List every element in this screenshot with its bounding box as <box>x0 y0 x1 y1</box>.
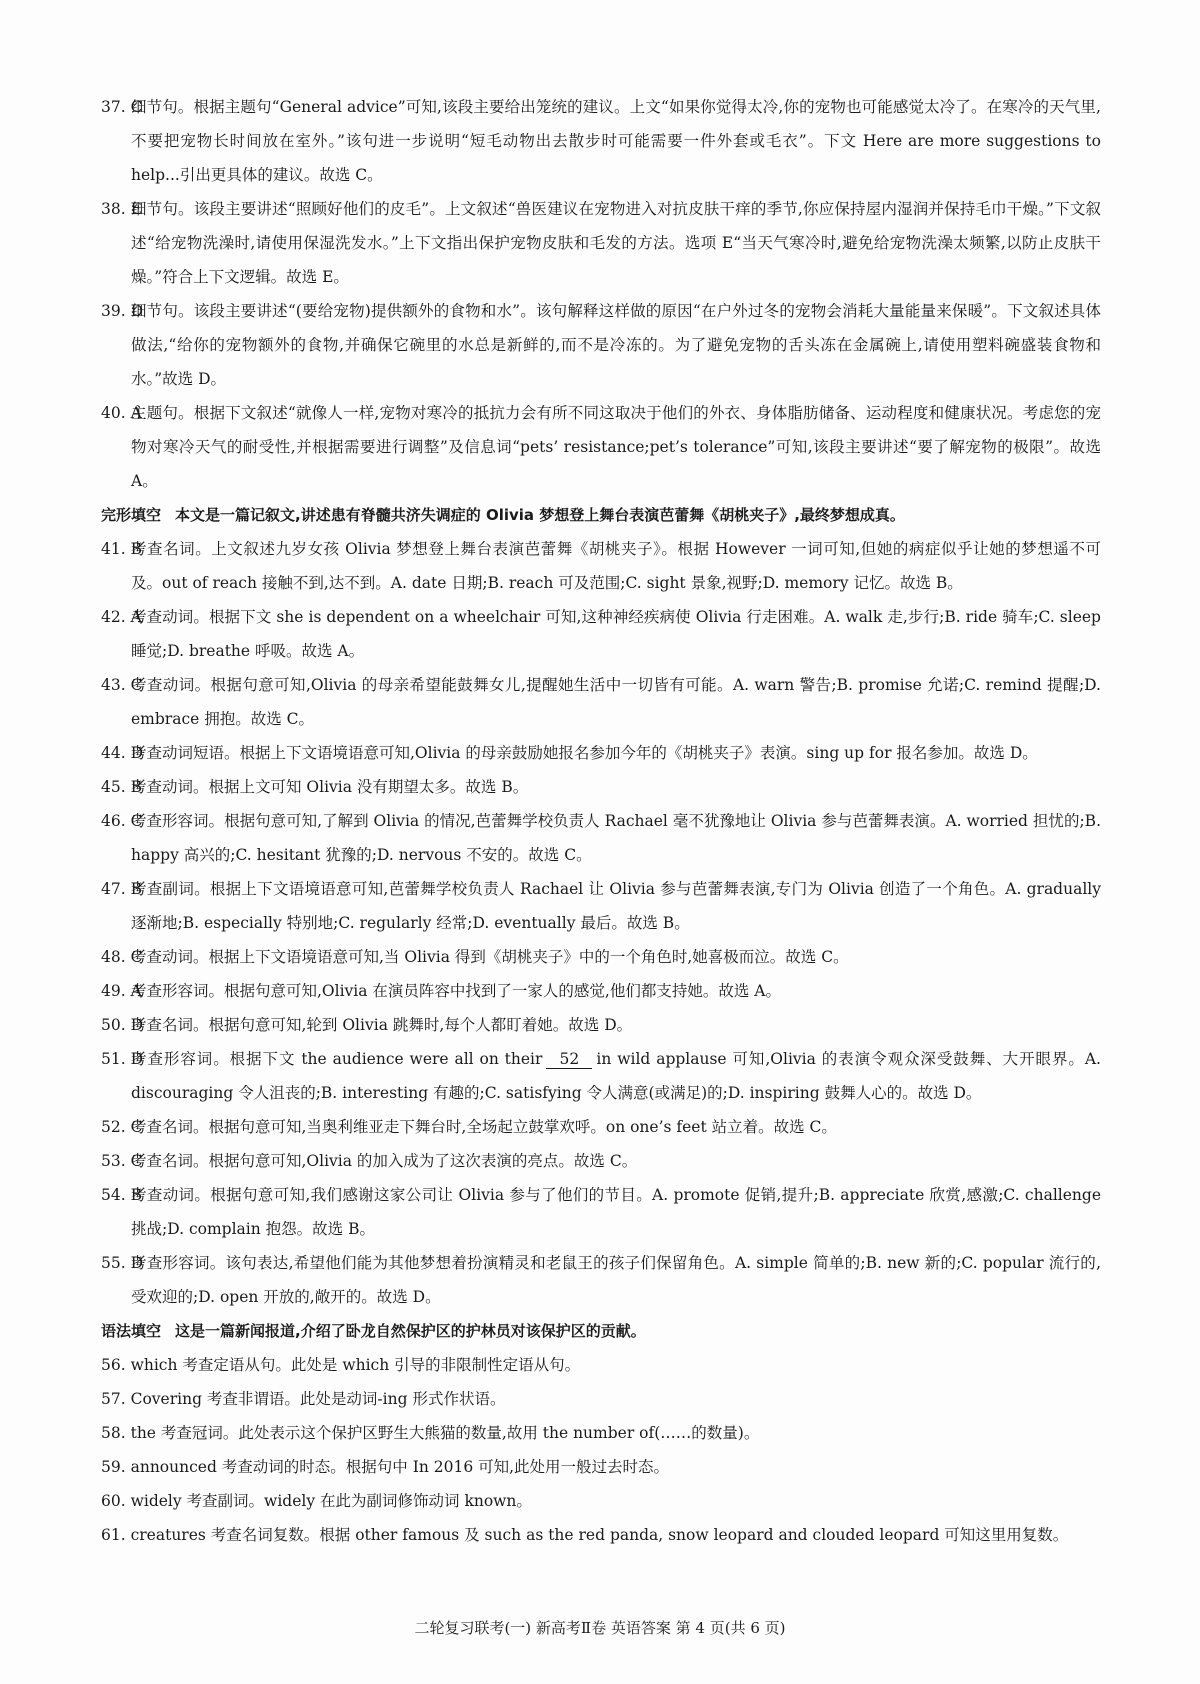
blank-reference: 52 <box>546 1050 592 1069</box>
answer-explanation: 主题句。根据下文叙述“就像人一样,宠物对寒冷的抵抗力会有所不同这取决于他们的外衣、身体脂肪储备、运动程度和健康状况。考虑您的宠物对寒冷天气的耐受性,并根据需要进行调整”及信息词“pets’ resistance;pet’s tolerance”可知,该段主要讲述“要了解宠物的极限”。故选 A。 <box>131 404 1101 490</box>
answer-46 <box>101 804 1101 872</box>
section-summary: 这是一篇新闻报道,介绍了卧龙自然保护区的护林员对该保护区的贡献。 <box>175 1322 646 1340</box>
answer-45 <box>101 770 1101 804</box>
answer-explanation: 考查动词。根据上文可知 Olivia 没有期望太多。故选 B。 <box>131 778 529 796</box>
answer-explanation: the 考查冠词。此处表示这个保护区野生大熊猫的数量,故用 the number of(……的数量)。 <box>130 1424 760 1442</box>
answer-explanation: creatures 考查名词复数。根据 other famous 及 such as the red panda, snow leopard and clouded leopard 可知这里用复数。 <box>130 1526 1069 1544</box>
answer-explanation: 考查动词。根据句意可知,Olivia 的母亲希望能鼓舞女儿,提醒她生活中一切皆有可能。A. warn 警告;B. promise 允诺;C. remind 提醒;D. embrace 拥抱。故选 C。 <box>131 676 1101 728</box>
answer-number: 49. A <box>101 982 142 1000</box>
answer-number: 38. E <box>101 200 142 218</box>
answer-explanation: 细节句。根据主题句“General advice”可知,该段主要给出笼统的建议。上文“如果你觉得太冷,你的宠物也可能感觉太冷了。在寒冷的天气里,不要把宠物长时间放在室外。”该句进一步说明“短毛动物出去散步时可能需要一件外套或毛衣”。下文 Here are more suggestions to help...引出更具体的建议。故选 C。 <box>131 98 1101 184</box>
answer-explanation: 细节句。该段主要讲述“照顾好他们的皮毛”。上文叙述“兽医建议在宠物进入对抗皮肤干痒的季节,你应保持屋内湿润并保持毛巾干燥。”下文叙述“给宠物洗澡时,请使用保湿洗发水。”上下文指出保护宠物皮肤和毛发的方法。选项 E“当天气寒冷时,避免给宠物洗澡太频繁,以防止皮肤干燥。”符合上下文逻辑。故选 E。 <box>131 200 1101 286</box>
section-label: 语法填空 <box>101 1322 162 1340</box>
answer-47 <box>101 872 1101 940</box>
answer-44 <box>101 736 1101 770</box>
answer-explanation: 考查动词短语。根据上下文语境语意可知,Olivia 的母亲鼓励她报名参加今年的《胡桃夹子》表演。sing up for 报名参加。故选 D。 <box>131 744 1038 762</box>
answer-explanation: 细节句。该段主要讲述“(要给宠物)提供额外的食物和水”。该句解释这样做的原因“在户外过冬的宠物会消耗大量能量来保暖”。下文叙述具体做法,“给你的宠物额外的食物,并确保它碗里的水总是新鲜的,而不是冷冻的。为了避免宠物的舌头冻在金属碗上,请使用塑料碗盛装食物和水。”故选 D。 <box>131 302 1101 388</box>
answer-explanation: Covering 考查非谓语。此处是动词-ing 形式作状语。 <box>130 1390 506 1408</box>
answer-explanation: announced 考查动词的时态。根据句中 In 2016 可知,此处用一般过去时态。 <box>130 1458 670 1476</box>
answer-37 <box>101 90 1101 192</box>
answer-explanation: 考查形容词。该句表达,希望他们能为其他梦想着扮演精灵和老鼠王的孩子们保留角色。A. simple 简单的;B. new 新的;C. popular 流行的,受欢迎的;D. open 开放的,敞开的。故选 D。 <box>131 1254 1101 1306</box>
answer-explanation: 考查形容词。根据句意可知,Olivia 在演员阵容中找到了一家人的感觉,他们都支持她。故选 A。 <box>131 982 781 1000</box>
answer-explanation: 考查副词。根据上下文语境语意可知,芭蕾舞学校负责人 Rachael 让 Olivia 参与芭蕾舞表演,专门为 Olivia 创造了一个角色。A. gradually 逐渐地;B. especially 特别地;C. regularly 经常;D. eventually 最后。故选 B。 <box>131 880 1101 932</box>
answer-page <box>101 90 1101 1552</box>
answer-52 <box>101 1110 1101 1144</box>
answer-number: 43. C <box>101 676 143 694</box>
answer-57 <box>101 1382 1101 1416</box>
answer-explanation: 考查名词。根据句意可知,Olivia 的加入成为了这次表演的亮点。故选 C。 <box>131 1152 638 1170</box>
answer-number: 61. <box>101 1526 126 1544</box>
answer-number: 54. B <box>101 1186 142 1204</box>
answer-number: 57. <box>101 1390 126 1408</box>
answer-explanation: which 考查定语从句。此处是 which 引导的非限制性定语从句。 <box>130 1356 581 1374</box>
page-footer: 二轮复习联考(一) 新高考Ⅱ卷 英语答案 第 4 页(共 6 页) <box>414 1619 786 1637</box>
answer-51 <box>101 1042 1101 1110</box>
answer-number: 60. <box>101 1492 126 1510</box>
answer-53 <box>101 1144 1101 1178</box>
answer-number: 48. C <box>101 948 143 966</box>
answer-number: 56. <box>101 1356 126 1374</box>
answer-number: 51. D <box>101 1050 144 1068</box>
answer-59 <box>101 1450 1101 1484</box>
section-label: 完形填空 <box>101 506 162 524</box>
answer-number: 45. B <box>101 778 142 796</box>
section-heading-cloze <box>101 498 1101 532</box>
answer-number: 53. C <box>101 1152 143 1170</box>
answer-58 <box>101 1416 1101 1450</box>
answer-50 <box>101 1008 1101 1042</box>
answer-number: 47. B <box>101 880 142 898</box>
answer-number: 42. A <box>101 608 142 626</box>
answer-49 <box>101 974 1101 1008</box>
answer-48 <box>101 940 1101 974</box>
answer-number: 41. B <box>101 540 142 558</box>
answer-40 <box>101 396 1101 498</box>
answer-explanation: 考查形容词。根据下文 the audience were all on their <box>131 1050 543 1068</box>
answer-explanation-cont: in wild applause 可知,Olivia 的表演令观众深受鼓舞、大开眼界。A. discouraging 令人沮丧的;B. interesting 有趣的;C. satisfying 令人满意(或满足)的;D. inspiring 鼓舞人心的。故选 D。 <box>131 1050 1101 1102</box>
answer-61 <box>101 1518 1101 1552</box>
answer-38 <box>101 192 1101 294</box>
answer-explanation: widely 考查副词。widely 在此为副词修饰动词 known。 <box>130 1492 532 1510</box>
section-heading-grammar <box>101 1314 1101 1348</box>
answer-explanation: 考查名词。根据句意可知,轮到 Olivia 跳舞时,每个人都盯着她。故选 D。 <box>131 1016 633 1034</box>
answer-54 <box>101 1178 1101 1246</box>
answer-explanation: 考查动词。根据句意可知,我们感谢这家公司让 Olivia 参与了他们的节目。A. promote 促销,提升;B. appreciate 欣赏,感激;C. challenge 挑战;D. complain 抱怨。故选 B。 <box>131 1186 1102 1238</box>
answer-41 <box>101 532 1101 600</box>
answer-number: 58. <box>101 1424 126 1442</box>
answer-number: 52. C <box>101 1118 143 1136</box>
answer-43 <box>101 668 1101 736</box>
answer-number: 37. C <box>101 98 143 116</box>
answer-39 <box>101 294 1101 396</box>
answer-explanation: 考查名词。上文叙述九岁女孩 Olivia 梦想登上舞台表演芭蕾舞《胡桃夹子》。根据 However 一词可知,但她的病症似乎让她的梦想遥不可及。out of reach 接触不到,达不到。A. date 日期;B. reach 可及范围;C. sight 景象,视野;D. memory 记忆。故选 B。 <box>131 540 1101 592</box>
answer-55 <box>101 1246 1101 1314</box>
answer-56 <box>101 1348 1101 1382</box>
section-summary: 本文是一篇记叙文,讲述患有脊髓共济失调症的 Olivia 梦想登上舞台表演芭蕾舞《胡桃夹子》,最终梦想成真。 <box>175 506 905 524</box>
answer-explanation: 考查动词。根据上下文语境语意可知,当 Olivia 得到《胡桃夹子》中的一个角色时,她喜极而泣。故选 C。 <box>131 948 849 966</box>
answer-number: 44. D <box>101 744 144 762</box>
answer-explanation: 考查名词。根据句意可知,当奥利维亚走下舞台时,全场起立鼓掌欢呼。on one’s feet 站立着。故选 C。 <box>131 1118 837 1136</box>
answer-number: 40. A <box>101 404 142 422</box>
answer-number: 59. <box>101 1458 126 1476</box>
answer-60 <box>101 1484 1101 1518</box>
answer-number: 39. D <box>101 302 144 320</box>
answer-number: 55. D <box>101 1254 144 1272</box>
answer-explanation: 考查动词。根据下文 she is dependent on a wheelchair 可知,这种神经疾病使 Olivia 行走困难。A. walk 走,步行;B. ride 骑车;C. sleep 睡觉;D. breathe 呼吸。故选 A。 <box>131 608 1101 660</box>
answer-42 <box>101 600 1101 668</box>
answer-number: 50. D <box>101 1016 144 1034</box>
answer-explanation: 考查形容词。根据句意可知,了解到 Olivia 的情况,芭蕾舞学校负责人 Rachael 毫不犹豫地让 Olivia 参与芭蕾舞表演。A. worried 担忧的;B. happy 高兴的;C. hesitant 犹豫的;D. nervous 不安的。故选 C。 <box>131 812 1101 864</box>
answer-number: 46. C <box>101 812 143 830</box>
